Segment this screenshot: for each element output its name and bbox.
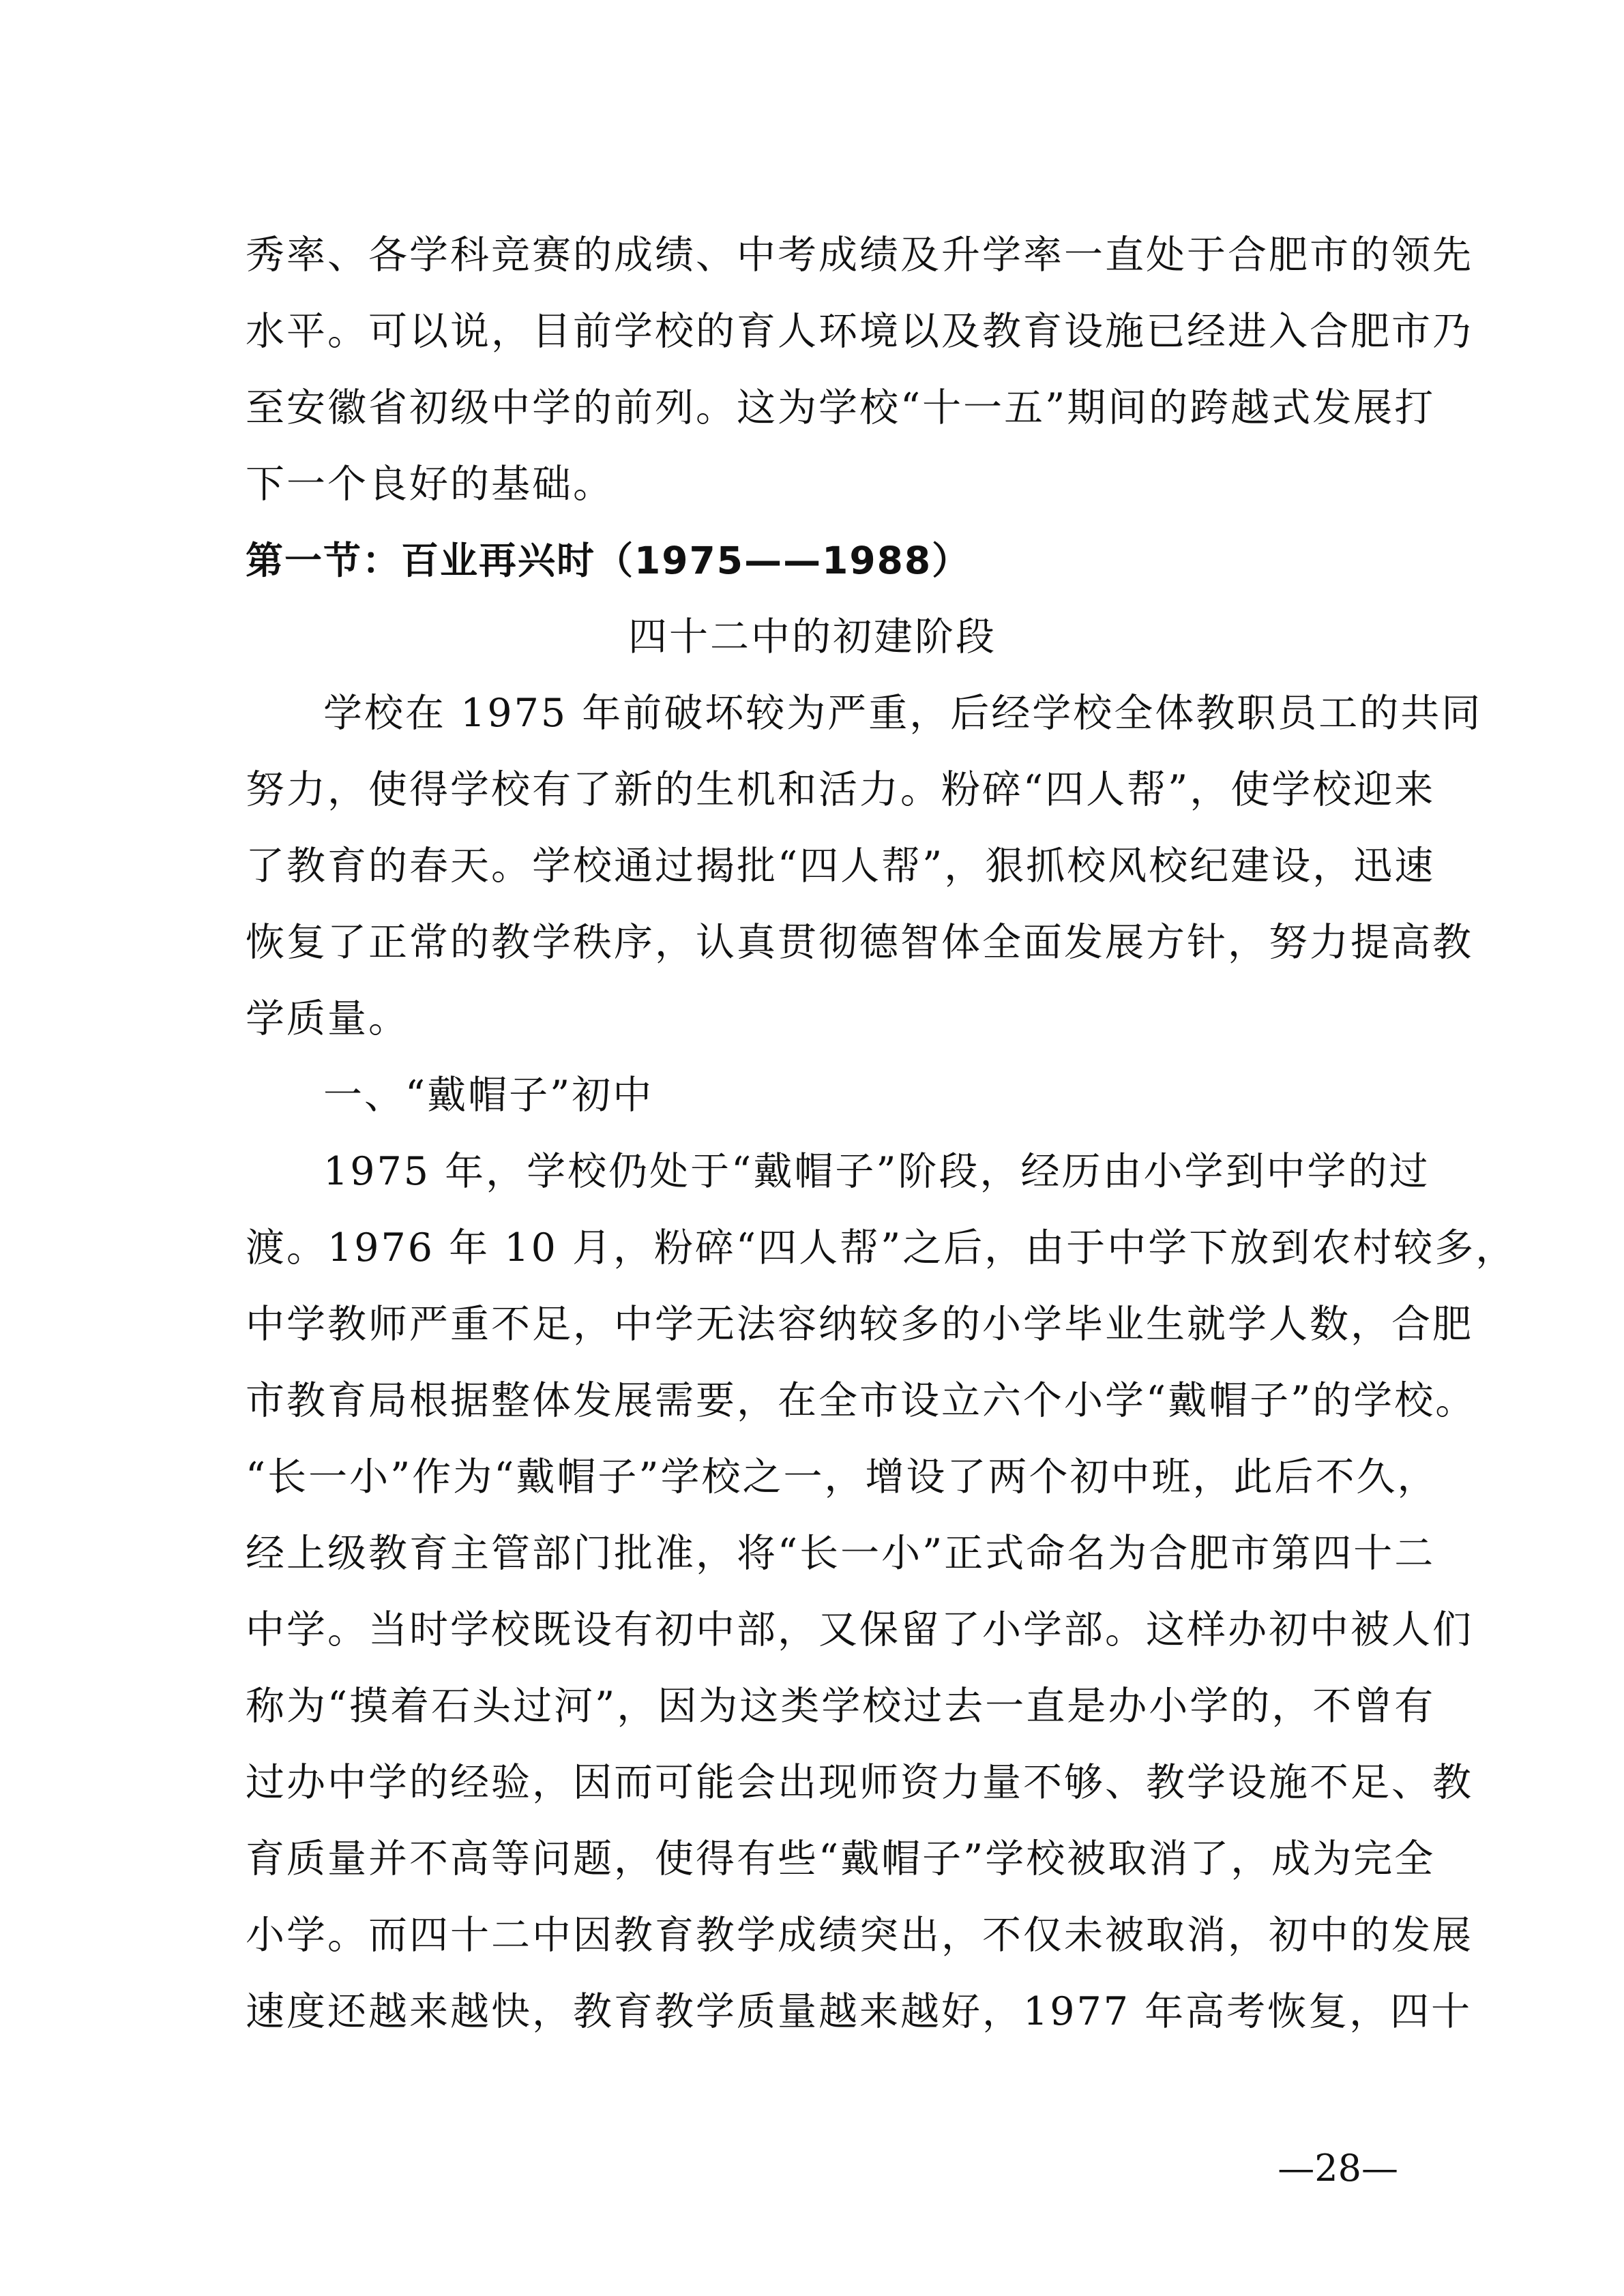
text-line: 努力，使得学校有了新的生机和活力。粉碎“四人帮”，使学校迎来	[246, 767, 1436, 812]
text-line: 下一个良好的基础。	[246, 462, 614, 507]
paragraph-body	[246, 1133, 1517, 2050]
text-line: 中学教师严重不足，中学无法容纳较多的小学毕业生就学人数，合肥	[246, 1302, 1473, 1347]
text-line: 育质量并不高等问题，使得有些“戴帽子”学校被取消了，成为完全	[246, 1836, 1436, 1881]
item-heading: 一、“戴帽子”初中	[323, 1073, 654, 1118]
page-number: —28—	[1278, 2147, 1398, 2190]
page-content	[246, 217, 1517, 2050]
subsection-title: 四十二中的初建阶段	[628, 614, 996, 659]
text-line: 了教育的春天。学校通过揭批“四人帮”，狠抓校风校纪建设，迅速	[246, 844, 1436, 889]
text-line: 速度还越来越快，教育教学质量越来越好，1977 年高考恢复，四十	[246, 1989, 1473, 2034]
text-line: “长一小”作为“戴帽子”学校之一，增设了两个初中班，此后不久，	[246, 1455, 1438, 1500]
paragraph-intro	[246, 675, 1483, 1057]
text-line: 学校在 1975 年前破坏较为严重，后经学校全体教职员工的共同	[323, 691, 1483, 736]
text-line: 1975 年，学校仍处于“戴帽子”阶段，经历由小学到中学的过	[323, 1149, 1430, 1194]
text-line: 恢复了正常的教学秩序，认真贯彻德智体全面发展方针，努力提高教	[246, 920, 1473, 965]
section-heading: 第一节：百业再兴时（1975——1988）	[246, 539, 971, 582]
text-line: 秀率、各学科竞赛的成绩、中考成绩及升学率一直处于合肥市的领先	[246, 233, 1473, 278]
text-line: 称为“摸着石头过河”，因为这类学校过去一直是办小学的，不曾有	[246, 1684, 1436, 1729]
text-line: 经上级教育主管部门批准，将“长一小”正式命名为合肥市第四十二	[246, 1531, 1436, 1576]
text-line: 中学。当时学校既设有初中部，又保留了小学部。这样办初中被人们	[246, 1607, 1473, 1652]
text-line: 至安徽省初级中学的前列。这为学校“十一五”期间的跨越式发展打	[246, 385, 1436, 430]
text-line: 水平。可以说，目前学校的育人环境以及教育设施已经进入合肥市乃	[246, 309, 1473, 354]
text-line: 过办中学的经验，因而可能会出现师资力量不够、教学设施不足、教	[246, 1760, 1473, 1805]
text-line: 学质量。	[246, 996, 409, 1041]
text-line: 市教育局根据整体发展需要，在全市设立六个小学“戴帽子”的学校。	[246, 1378, 1477, 1423]
paragraph-continued	[246, 217, 1473, 522]
text-line: 小学。而四十二中因教育教学成绩突出，不仅未被取消，初中的发展	[246, 1913, 1473, 1958]
text-line: 渡。1976 年 10 月，粉碎“四人帮”之后，由于中学下放到农村较多，	[246, 1225, 1517, 1270]
